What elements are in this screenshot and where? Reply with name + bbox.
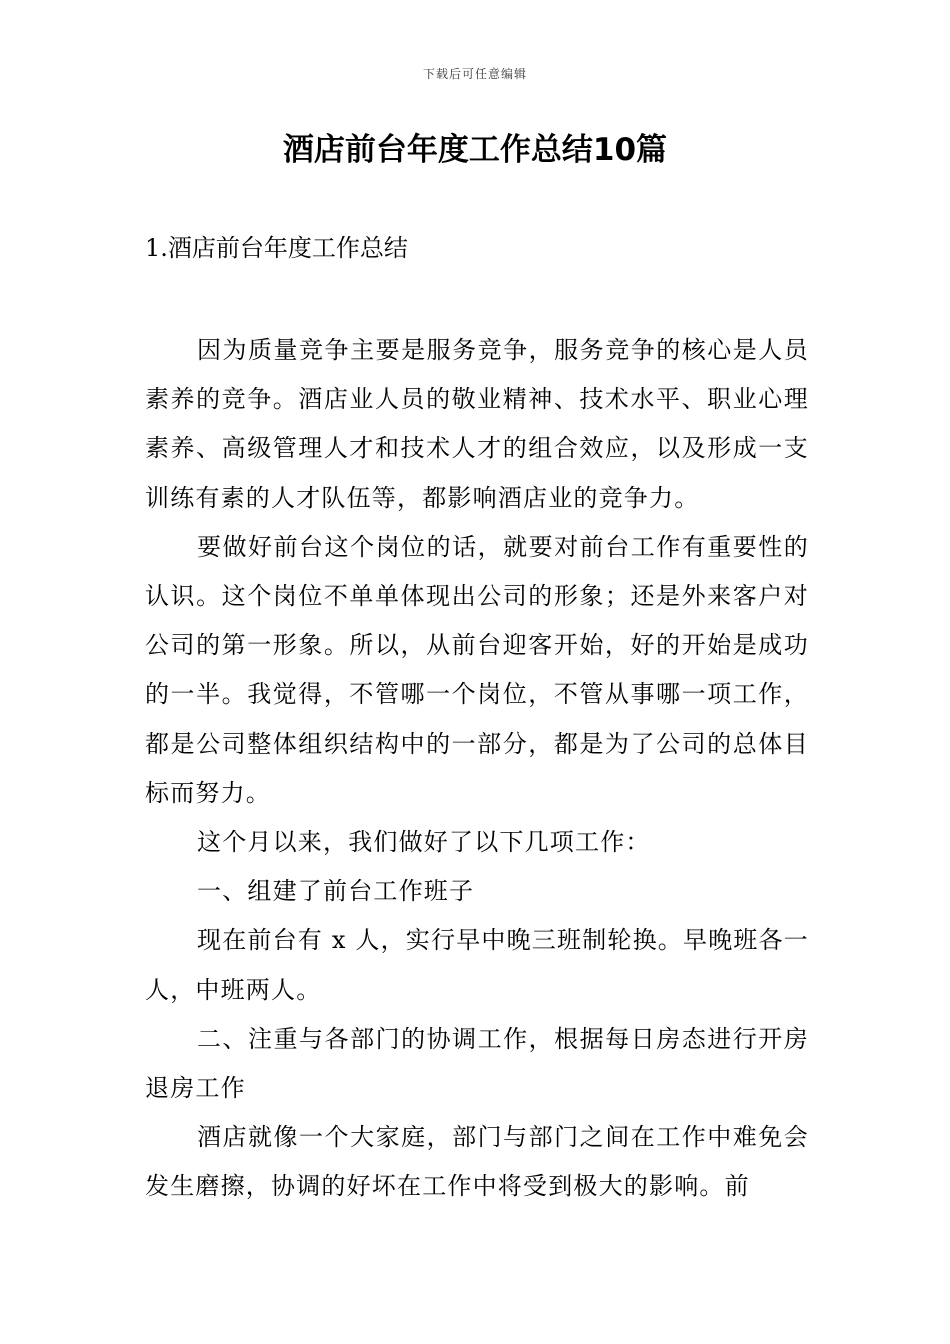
document-body bbox=[145, 326, 809, 1212]
paragraph-4-subheading: 一、组建了前台工作班子 bbox=[197, 877, 475, 906]
paragraph-6-subheading: 二、注重与各部门的协调工作，根据每日房态进行开房退房工作 bbox=[145, 1024, 809, 1103]
paragraph-1: 因为质量竞争主要是服务竞争，服务竞争的核心是人员素养的竞争。酒店业人员的敬业精神、技术水平、职业心理素养、高级管理人才和技术人才的组合效应，以及形成一支训练有素的人才队伍等，都影响酒店业的竞争力。 bbox=[145, 336, 809, 512]
section-heading: 1.酒店前台年度工作总结 bbox=[145, 234, 408, 262]
paragraph-3: 这个月以来，我们做好了以下几项工作： bbox=[197, 828, 651, 857]
paragraph-7: 酒店就像一个大家庭，部门与部门之间在工作中难免会发生磨擦，协调的好坏在工作中将受到极大的影响。前 bbox=[145, 1123, 809, 1201]
document-title: 酒店前台年度工作总结10篇 bbox=[282, 132, 668, 168]
paragraph-5: 现在前台有 x 人，实行早中晚三班制轮换。早晚班各一人，中班两人。 bbox=[145, 926, 809, 1004]
paragraph-2: 要做好前台这个岗位的话，就要对前台工作有重要性的认识。这个岗位不单单体现出公司的形象；还是外来客户对公司的第一形象。所以，从前台迎客开始，好的开始是成功的一半。我觉得，不管哪一个岗位，不管从事哪一项工作，都是公司整体组织结构中的一部分，都是为了公司的总体目标而努力。 bbox=[145, 532, 809, 807]
header-note: 下载后可任意编辑 bbox=[422, 67, 527, 81]
